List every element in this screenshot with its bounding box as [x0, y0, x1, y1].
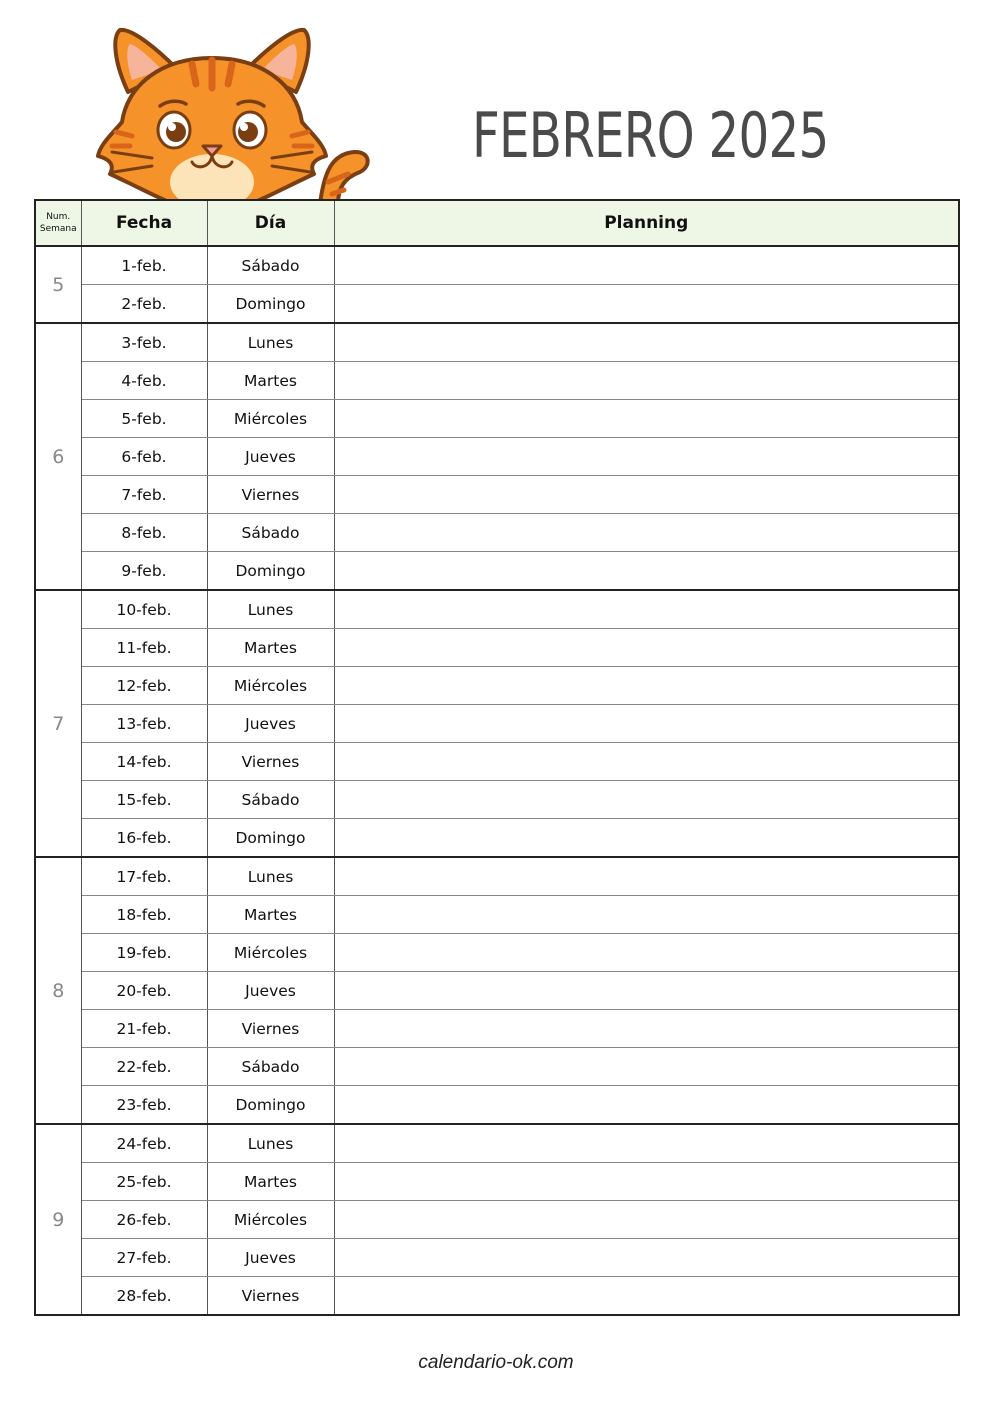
planning-cell[interactable] [334, 781, 959, 819]
table-header-row [35, 200, 959, 246]
date-cell: 24-feb. [81, 1124, 207, 1163]
planning-cell[interactable] [334, 972, 959, 1010]
date-cell: 19-feb. [81, 934, 207, 972]
date-cell: 23-feb. [81, 1086, 207, 1125]
table-row [35, 1239, 959, 1277]
week-number: 5 [35, 246, 81, 323]
day-cell: Martes [207, 1163, 334, 1201]
date-cell: 2-feb. [81, 285, 207, 324]
planning-cell[interactable] [334, 934, 959, 972]
day-cell: Viernes [207, 1010, 334, 1048]
footer-site-link[interactable]: calendario-ok.com [418, 1352, 574, 1373]
day-cell: Jueves [207, 438, 334, 476]
date-cell: 7-feb. [81, 476, 207, 514]
date-cell: 14-feb. [81, 743, 207, 781]
table-row [35, 1124, 959, 1163]
date-cell: 5-feb. [81, 400, 207, 438]
table-row [35, 857, 959, 896]
day-cell: Viernes [207, 1277, 334, 1316]
day-cell: Viernes [207, 476, 334, 514]
planner-table [34, 199, 960, 1316]
table-row [35, 934, 959, 972]
date-cell: 27-feb. [81, 1239, 207, 1277]
planning-cell[interactable] [334, 1201, 959, 1239]
week-number: 9 [35, 1124, 81, 1315]
day-cell: Miércoles [207, 400, 334, 438]
table-row [35, 323, 959, 362]
table-row [35, 476, 959, 514]
day-cell: Domingo [207, 285, 334, 324]
day-cell: Domingo [207, 1086, 334, 1125]
day-cell: Viernes [207, 743, 334, 781]
column-header-week [35, 200, 81, 246]
day-cell: Miércoles [207, 1201, 334, 1239]
date-cell: 22-feb. [81, 1048, 207, 1086]
day-cell: Miércoles [207, 667, 334, 705]
day-cell: Lunes [207, 590, 334, 629]
date-cell: 8-feb. [81, 514, 207, 552]
day-cell: Domingo [207, 552, 334, 591]
date-cell: 11-feb. [81, 629, 207, 667]
planning-cell[interactable] [334, 1048, 959, 1086]
planning-cell[interactable] [334, 1124, 959, 1163]
day-cell: Sábado [207, 1048, 334, 1086]
planner-body [35, 246, 959, 1315]
week-number: 7 [35, 590, 81, 857]
date-cell: 12-feb. [81, 667, 207, 705]
date-cell: 9-feb. [81, 552, 207, 591]
planning-cell[interactable] [334, 896, 959, 934]
day-cell: Jueves [207, 705, 334, 743]
planning-cell[interactable] [334, 705, 959, 743]
day-cell: Sábado [207, 514, 334, 552]
table-row [35, 400, 959, 438]
table-row [35, 972, 959, 1010]
date-cell: 1-feb. [81, 246, 207, 285]
table-row [35, 438, 959, 476]
planning-cell[interactable] [334, 246, 959, 285]
planning-cell[interactable] [334, 1086, 959, 1125]
day-cell: Sábado [207, 246, 334, 285]
planning-cell[interactable] [334, 323, 959, 362]
planning-cell[interactable] [334, 629, 959, 667]
date-cell: 25-feb. [81, 1163, 207, 1201]
day-cell: Miércoles [207, 934, 334, 972]
planning-cell[interactable] [334, 400, 959, 438]
table-row [35, 1010, 959, 1048]
planning-cell[interactable] [334, 590, 959, 629]
planning-cell[interactable] [334, 285, 959, 324]
day-cell: Lunes [207, 323, 334, 362]
planning-cell[interactable] [334, 667, 959, 705]
planning-cell[interactable] [334, 362, 959, 400]
week-number: 8 [35, 857, 81, 1124]
date-cell: 3-feb. [81, 323, 207, 362]
day-cell: Martes [207, 629, 334, 667]
day-cell: Domingo [207, 819, 334, 858]
day-cell: Martes [207, 896, 334, 934]
table-row [35, 781, 959, 819]
table-row [35, 246, 959, 285]
table-row [35, 1163, 959, 1201]
planning-cell[interactable] [334, 857, 959, 896]
table-row [35, 896, 959, 934]
table-row [35, 1086, 959, 1125]
table-row [35, 285, 959, 324]
planning-cell[interactable] [334, 1239, 959, 1277]
date-cell: 28-feb. [81, 1277, 207, 1316]
page-title: FEBRERO 2025 [472, 99, 829, 172]
day-cell: Jueves [207, 1239, 334, 1277]
date-cell: 18-feb. [81, 896, 207, 934]
day-cell: Sábado [207, 781, 334, 819]
column-header-planning: Planning [334, 200, 959, 246]
table-row [35, 514, 959, 552]
cat-face-icon [92, 22, 382, 204]
date-cell: 26-feb. [81, 1201, 207, 1239]
date-cell: 20-feb. [81, 972, 207, 1010]
day-cell: Jueves [207, 972, 334, 1010]
planning-cell[interactable] [334, 476, 959, 514]
planning-cell[interactable] [334, 1010, 959, 1048]
day-cell: Lunes [207, 857, 334, 896]
column-header-date: Fecha [81, 200, 207, 246]
table-row [35, 362, 959, 400]
date-cell: 17-feb. [81, 857, 207, 896]
column-header-week-line2: Semana [39, 224, 77, 234]
date-cell: 10-feb. [81, 590, 207, 629]
planning-cell[interactable] [334, 438, 959, 476]
date-cell: 21-feb. [81, 1010, 207, 1048]
planning-cell[interactable] [334, 1163, 959, 1201]
week-number: 6 [35, 323, 81, 590]
table-row [35, 743, 959, 781]
table-row [35, 629, 959, 667]
planning-cell[interactable] [334, 743, 959, 781]
table-row [35, 1277, 959, 1316]
date-cell: 13-feb. [81, 705, 207, 743]
planning-cell[interactable] [334, 819, 959, 858]
day-cell: Lunes [207, 1124, 334, 1163]
table-row [35, 705, 959, 743]
date-cell: 4-feb. [81, 362, 207, 400]
planning-cell[interactable] [334, 1277, 959, 1316]
date-cell: 15-feb. [81, 781, 207, 819]
table-row [35, 1048, 959, 1086]
planning-cell[interactable] [334, 552, 959, 591]
table-row [35, 552, 959, 591]
date-cell: 6-feb. [81, 438, 207, 476]
table-row [35, 819, 959, 858]
day-cell: Martes [207, 362, 334, 400]
planning-cell[interactable] [334, 514, 959, 552]
column-header-day: Día [207, 200, 334, 246]
table-row [35, 1201, 959, 1239]
column-header-week-line1: Num. [46, 212, 71, 222]
date-cell: 16-feb. [81, 819, 207, 858]
table-row [35, 590, 959, 629]
table-row [35, 667, 959, 705]
